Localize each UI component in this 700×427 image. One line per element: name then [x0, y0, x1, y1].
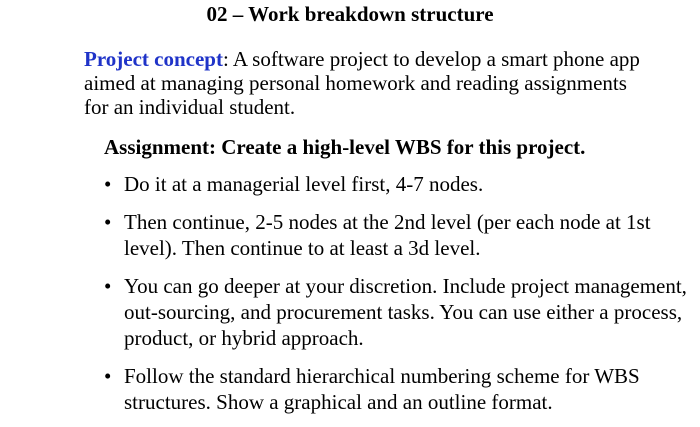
- project-concept-label: Project concept: [84, 47, 223, 71]
- project-concept-text: : A software project to develop a smart phone app aimed at managing personal homework and reading assignments for an individual student.: [84, 47, 640, 119]
- list-item: [104, 171, 694, 197]
- bullet-icon: •: [104, 364, 112, 388]
- list-item: [104, 273, 694, 351]
- list-item-text: You can go deeper at your discretion. Include project management, out-sourcing, and procurement tasks. You can use either a process, product, or hybrid approach.: [124, 274, 687, 350]
- bullet-icon: •: [104, 210, 112, 234]
- list-item-text: Do it at a managerial level first, 4-7 nodes.: [124, 172, 484, 196]
- page-title: 02 – Work breakdown structure: [206, 2, 494, 26]
- bullet-icon: •: [104, 172, 112, 196]
- list-item-text: Follow the standard hierarchical numbering scheme for WBS structures. Show a graphical and an outline format.: [124, 364, 640, 414]
- bullet-icon: •: [104, 274, 112, 298]
- project-concept: [84, 47, 644, 119]
- list-item: [104, 363, 694, 415]
- instruction-list: [104, 171, 694, 427]
- list-item: [104, 209, 694, 261]
- assignment-heading: Assignment: Create a high-level WBS for this project.: [104, 135, 586, 159]
- list-item-text: Then continue, 2-5 nodes at the 2nd level (per each node at 1st level). Then continue to at least a 3d level.: [124, 210, 651, 260]
